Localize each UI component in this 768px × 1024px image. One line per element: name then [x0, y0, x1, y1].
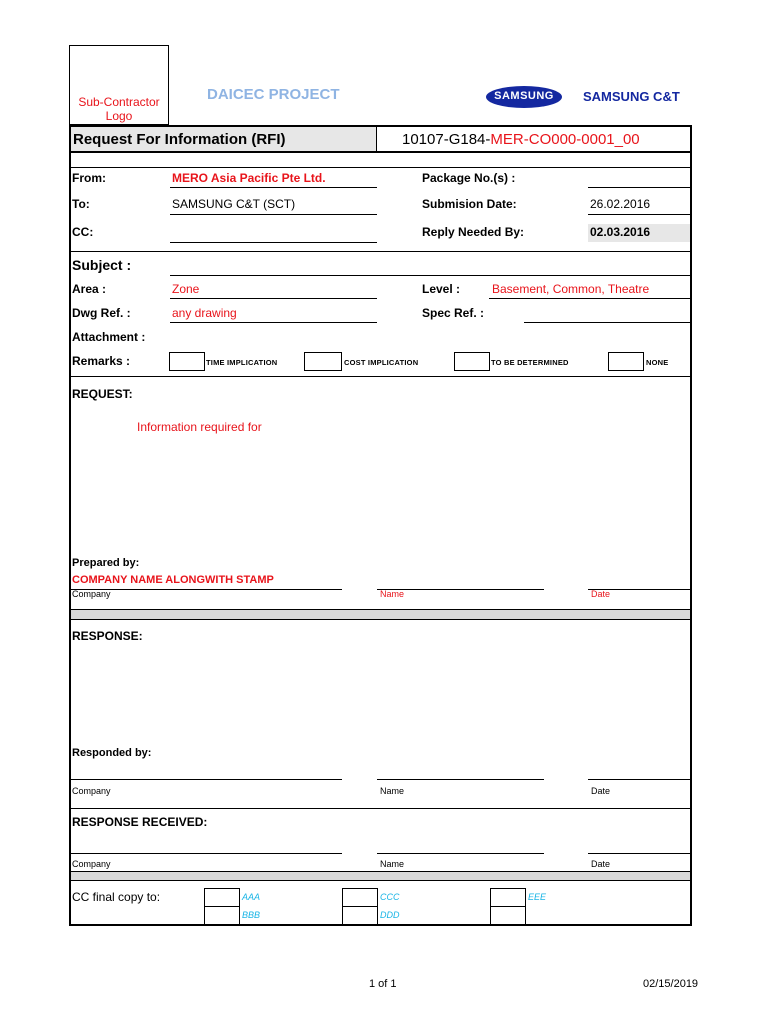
form-title: Request For Information (RFI)	[73, 131, 286, 148]
request-separator-band	[71, 609, 690, 620]
reference-suffix: MER-CO000-0001_00	[490, 131, 640, 148]
to-value[interactable]: SAMSUNG C&T (SCT)	[172, 197, 296, 211]
cc-eee-label: EEE	[528, 892, 547, 902]
to-underline	[170, 214, 377, 215]
subject-section-rule	[71, 376, 690, 377]
none-checkbox[interactable]	[608, 352, 644, 371]
prepared-date-caption: Date	[591, 589, 611, 599]
samsung-logo-text: SAMSUNG	[494, 90, 554, 102]
dwg-ref-label: Dwg Ref. :	[72, 306, 131, 320]
attachment-label: Attachment :	[72, 330, 146, 344]
received-name-underline	[377, 853, 544, 854]
response-heading: RESPONSE:	[72, 629, 143, 643]
received-separator-band	[71, 871, 690, 881]
dwg-ref-value[interactable]: any drawing	[172, 306, 237, 320]
request-body[interactable]: Information required for	[137, 420, 262, 434]
responded-date-underline	[588, 779, 690, 780]
cc-ccc-label: CCC	[380, 892, 400, 902]
reference-prefix: 10107-G184-	[402, 131, 491, 148]
cost-implication-label: COST IMPLICATION	[344, 358, 419, 367]
to-be-determined-label: TO BE DETERMINED	[491, 358, 569, 367]
received-date-caption: Date	[591, 859, 611, 869]
cc-ddd-checkbox[interactable]	[342, 906, 378, 925]
cc-extra-checkbox[interactable]	[490, 906, 526, 925]
from-value[interactable]: MERO Asia Pacific Pte Ltd.	[172, 171, 326, 185]
received-name-caption: Name	[380, 859, 405, 869]
cc-label: CC:	[72, 225, 94, 239]
cc-aaa-label: AAA	[242, 892, 261, 902]
title-divider	[376, 127, 377, 151]
cc-bbb-checkbox[interactable]	[204, 906, 240, 925]
spec-ref-underline	[524, 322, 690, 323]
responded-name-underline	[377, 779, 544, 780]
responded-company-underline	[71, 779, 342, 780]
responded-name-caption: Name	[380, 786, 405, 796]
time-implication-label: TIME IMPLICATION	[206, 358, 278, 367]
response-section-rule	[71, 808, 690, 809]
from-underline	[170, 187, 377, 188]
company-stamp-value[interactable]: COMPANY NAME ALONGWITH STAMP	[72, 574, 274, 586]
cc-final-label: CC final copy to:	[72, 890, 161, 904]
package-underline	[588, 187, 690, 188]
responded-company-caption: Company	[72, 786, 111, 796]
cc-bbb-label: BBB	[242, 910, 261, 920]
cc-underline	[170, 242, 377, 243]
package-label: Package No.(s) :	[422, 171, 516, 185]
remarks-label: Remarks :	[72, 354, 131, 368]
print-date: 02/15/2019	[643, 978, 699, 990]
level-underline	[489, 298, 690, 299]
request-heading: REQUEST:	[72, 387, 133, 401]
response-received-heading: RESPONSE RECEIVED:	[72, 815, 208, 829]
from-label: From:	[72, 171, 106, 185]
reference-number	[402, 131, 640, 148]
level-value[interactable]: Basement, Common, Theatre	[492, 282, 650, 296]
page-number: 1 of 1	[369, 978, 397, 990]
none-label: NONE	[646, 358, 669, 367]
received-company-caption: Company	[72, 859, 111, 869]
logo-placeholder-text: Sub-Contractor Logo	[78, 95, 160, 123]
project-name: DAICEC PROJECT	[207, 86, 340, 103]
cc-ddd-label: DDD	[380, 910, 400, 920]
subject-label: Subject :	[72, 257, 132, 273]
submission-value[interactable]: 26.02.2016	[590, 197, 651, 211]
company-brand: SAMSUNG C&T	[583, 89, 680, 104]
header-separator-band	[71, 152, 690, 168]
cc-eee-checkbox[interactable]	[490, 888, 526, 907]
prepared-by-label: Prepared by:	[72, 557, 140, 569]
sub-contractor-logo-box	[69, 45, 169, 125]
prepared-name-caption: Name	[380, 589, 405, 599]
to-be-determined-checkbox[interactable]	[454, 352, 490, 371]
spec-ref-label: Spec Ref. :	[422, 306, 485, 320]
samsung-logo	[486, 86, 562, 108]
reply-value[interactable]: 02.03.2016	[590, 225, 651, 239]
prepared-company-caption: Company	[72, 589, 111, 599]
area-value[interactable]: Zone	[172, 282, 200, 296]
time-implication-checkbox[interactable]	[169, 352, 205, 371]
responded-date-caption: Date	[591, 786, 611, 796]
submission-label: Submision Date:	[422, 197, 517, 211]
cc-ccc-checkbox[interactable]	[342, 888, 378, 907]
cost-implication-checkbox[interactable]	[304, 352, 342, 371]
reply-label: Reply Needed By:	[422, 225, 525, 239]
responded-by-label: Responded by:	[72, 747, 152, 759]
area-underline	[170, 298, 377, 299]
area-label: Area :	[72, 282, 107, 296]
received-date-underline	[588, 853, 690, 854]
received-company-underline	[71, 853, 342, 854]
prepared-company-underline	[71, 589, 342, 590]
info-section-rule	[71, 251, 690, 252]
submission-underline	[588, 214, 690, 215]
level-label: Level :	[422, 282, 461, 296]
subject-underline	[170, 275, 690, 276]
cc-aaa-checkbox[interactable]	[204, 888, 240, 907]
form-frame	[69, 125, 692, 926]
to-label: To:	[72, 197, 90, 211]
dwg-ref-underline	[170, 322, 377, 323]
